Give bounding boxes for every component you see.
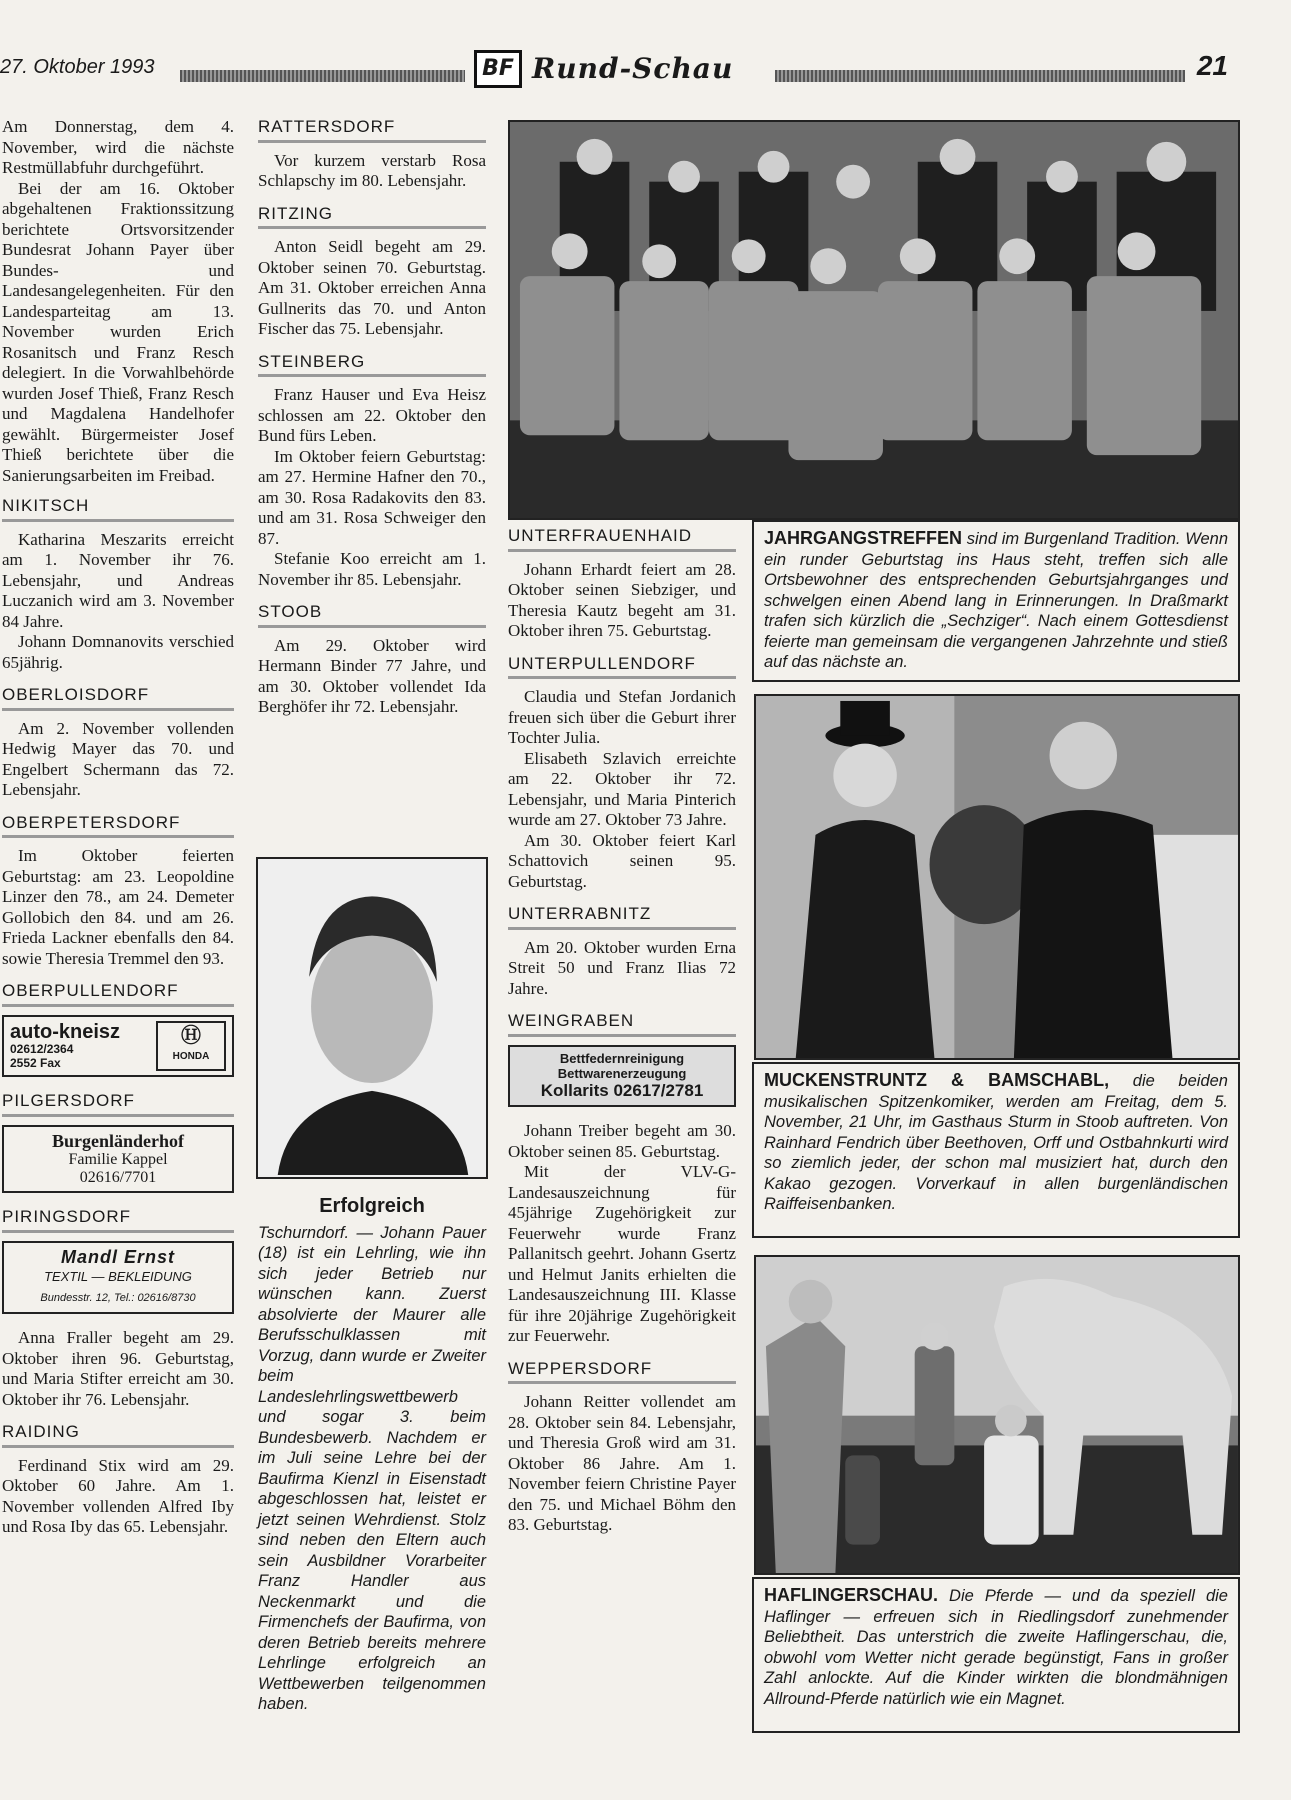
horse-show-photo <box>754 1255 1240 1575</box>
erfolgreich-article <box>258 1188 486 1715</box>
honda-h-icon: Ⓗ <box>181 1024 201 1047</box>
ad-line: Familie Kappel <box>68 1151 168 1168</box>
section-heading-nikitsch: NIKITSCH <box>2 496 234 522</box>
musicians-photo <box>754 694 1240 1060</box>
caption-lead: MUCKENSTRUNTZ & BAMSCHABL, <box>764 1070 1110 1090</box>
article-paragraph: Elisabeth Szlavich erreichte am 22. Oktober ihr 72. Lebensjahr, und Maria Pinterich wurde am 27. Oktober 73 Jahre. <box>508 748 736 829</box>
section-heading-piringsdorf: PIRINGSDORF <box>2 1207 234 1233</box>
article-paragraph: Johann Domnanovits verschied 65jährig. <box>2 632 234 672</box>
caption-text: sind im Burgenland Tradition. Wenn ein runder Geburtstag ins Haus steht, treffen sich alle Ortsbewohner des entsprechenden Geburtsjahrganges und schwelgen einen Abend lang in Erinnerungen. In Draßmarkt trafen sich kürzlich die „Sechziger“. Nach einem Gottesdienst feierte man gemeinsam die vergangenen Jahrzehnte und stieß auf das nächste an. <box>764 530 1228 671</box>
section-heading-pilgersdorf: PILGERSDORF <box>2 1091 234 1117</box>
section-heading-unterfrauenhaid: UNTERFRAUENHAID <box>508 526 736 552</box>
section-heading-unterpullendorf: UNTERPULLENDORF <box>508 654 736 680</box>
column-3 <box>508 526 736 1536</box>
caption-text: Die Pferde — und da speziell die Haflinger — erfreuen sich in Riedlingsdorf zunehmender Beliebtheit. Das unterstrich die zweite Haflingerschau, die, obwohl vom Wetter nicht gerade begünstigt, Fans in großer Zahl anlockte. Auf die Kinder wirkten die blondmähnigen Allround-Pferde natürlich wie ein Magnet. <box>764 1587 1228 1708</box>
portrait-photo <box>256 857 488 1179</box>
article-paragraph: Katharina Meszarits erreicht am 1. November ihr 76. Lebensjahr, und Andreas Luczanich wird am 3. November 84 Jahre. <box>2 529 234 631</box>
ad-phone: 02612/2364 <box>10 1042 74 1056</box>
article-paragraph: Im Oktober feierten Geburtstag: am 23. Leopoldine Linzer den 78., am 24. Demeter Gollobich den 84. und am 26. Frieda Lackner ebenfalls den 84. sowie Theresia Tremmel den 93. <box>2 846 234 968</box>
section-heading-oberpetersdorf: OBERPETERSDORF <box>2 813 234 839</box>
section-heading-rattersdorf: RATTERSDORF <box>258 117 486 143</box>
article-paragraph: Johann Erhardt feiert am 28. Oktober seinen Siebziger, und Theresia Kautz begeht am 31. Oktober ihren 75. Geburtstag. <box>508 559 736 640</box>
ad-phone: 02616/7701 <box>79 1169 157 1186</box>
header-rule-left <box>180 70 465 82</box>
page-number: 21 <box>1196 50 1228 81</box>
portrait-figure <box>258 859 486 1175</box>
article-paragraph: Ferdinand Stix wird am 29. Oktober 60 Jahre. Am 1. November vollenden Alfred Iby und Rosa Iby das 65. Lebensjahr. <box>2 1455 234 1536</box>
caption-jahrgangstreffen <box>752 520 1240 682</box>
article-paragraph: Stefanie Koo erreicht am 1. November ihr 85. Lebensjahr. <box>258 549 486 589</box>
article-paragraph: Claudia und Stefan Jordanich freuen sich über die Geburt ihrer Tochter Julia. <box>508 687 736 747</box>
article-paragraph: Am Donnerstag, dem 4. November, wird die nächste Restmüllabfuhr durchgeführt. <box>2 117 234 177</box>
caption-muckenstruntz <box>752 1062 1240 1238</box>
section-heading-weppersdorf: WEPPERSDORF <box>508 1359 736 1385</box>
ad-burgenlaenderhof <box>2 1125 234 1194</box>
article-text: Tschurndorf. — Johann Pauer (18) ist ein Lehrling, wie ihn sich jeder Betrieb nur wünschen kann. Zuerst absolvierte der Maurer alle Berufsschulklassen mit Vorzug, dann wurde er Zweiter beim Landeslehrlingswettbewerb und sogar 3. beim Bundesbewerb. Nachdem er im Juli seine Lehre bei der Baufirma Kienzl in Eisenstadt abgeschlossen hat, leistet er jetzt seinen Wehrdienst. Stolz sind neben den Eltern auch sein Ausbildner Vorarbeiter Franz Handler aus Neckenmarkt und die Firmenchefs der Baufirma, von deren Betrieb bereits mehrere Lehrlinge erfolgreich an Wettbewerben teilgenommen haben. <box>258 1223 486 1713</box>
issue-date: 27. Oktober 1993 <box>0 56 155 78</box>
column-2 <box>258 117 486 718</box>
group-figures <box>510 122 1238 520</box>
section-heading-unterrabnitz: UNTERRABNITZ <box>508 904 736 930</box>
ad-address: Bundesstr. 12, Tel.: 02616/8730 <box>40 1291 196 1304</box>
caption-lead: JAHRGANGSTREFFEN <box>764 528 963 548</box>
page-header <box>0 50 1240 90</box>
section-heading-ritzing: RITZING <box>258 204 486 230</box>
group-photo <box>508 120 1240 520</box>
article-title: Erfolgreich <box>319 1195 425 1217</box>
honda-logo <box>156 1021 226 1072</box>
article-paragraph: Am 29. Oktober wird Hermann Binder 77 Jahre, und am 30. Oktober vollendet Ida Berghöfer ihr 72. Lebensjahr. <box>258 635 486 716</box>
article-paragraph: Franz Hauser und Eva Heisz schlossen am 22. Oktober den Bund fürs Leben. <box>258 385 486 445</box>
publication-title: Rund-Schau <box>532 52 734 85</box>
ad-line: Bettfedernreinigung <box>559 1050 685 1066</box>
article-paragraph: Anton Seidl begeht am 29. Oktober seinen 70. Geburtstag. Am 31. Oktober erreichen Anna Gullnerits das 70. und Anton Fischer das 75. Lebensjahr. <box>258 237 486 338</box>
section-heading-weingraben: WEINGRABEN <box>508 1011 736 1037</box>
article-paragraph: Mit der VLV-G-Landesauszeichnung für 45jährige Zugehörigkeit zur Feuerwehr wurde Franz Pallanitsch geehrt. Johann Gsertz und Helmut Janits erhielten die Landesauszeichnung III. Klasse für ihre 20jährige Zugehörigkeit zur Feuerwehr. <box>508 1162 736 1345</box>
caption-lead: HAFLINGERSCHAU. <box>764 1585 938 1605</box>
ad-name: Mandl Ernst <box>60 1246 175 1267</box>
article-paragraph: Anna Fraller begeht am 29. Oktober ihren 96. Geburtstag, und Maria Stifter erreicht am 30. Oktober ihr 76. Lebensjahr. <box>2 1328 234 1409</box>
ad-name: auto-kneisz <box>10 1020 121 1043</box>
ad-line: Bettwarenerzeugung <box>557 1065 687 1081</box>
article-paragraph: Im Oktober feiern Geburtstag: am 27. Hermine Hafner den 70., am 30. Rosa Radakovits den 83. und am 31. Rosa Schweiger den 87. <box>258 446 486 548</box>
ad-phone: Kollarits 02617/2781 <box>540 1080 704 1100</box>
ad-auto-kneisz <box>2 1015 234 1078</box>
article-paragraph: Johann Reitter vollendet am 28. Oktober sein 84. Lebensjahr, und Theresia Groß wird am 31. Oktober 86 Jahre. Am 1. November feiern Christine Payer den 75. und Michael Böhm den 83. Geburtstag. <box>508 1392 736 1534</box>
ad-name: Burgenländerhof <box>51 1130 184 1151</box>
section-heading-oberloisdorf: OBERLOISDORF <box>2 685 234 711</box>
caption-haflingerschau <box>752 1577 1240 1733</box>
section-heading-raiding: RAIDING <box>2 1422 234 1448</box>
article-paragraph: Vor kurzem verstarb Rosa Schlapschy im 80. Lebensjahr. <box>258 150 486 190</box>
article-paragraph: Am 20. Oktober wurden Erna Streit 50 und Franz Ilias 72 Jahre. <box>508 937 736 998</box>
column-1 <box>2 117 234 1538</box>
article-paragraph: Am 30. Oktober feiert Karl Schattovich seinen 95. Geburtstag. <box>508 830 736 891</box>
ad-mandl-ernst <box>2 1241 234 1315</box>
section-heading-oberpullendorf: OBERPULLENDORF <box>2 981 234 1007</box>
honda-brand: HONDA <box>172 1050 210 1062</box>
caption-text: die beiden musikalischen Spitzenkomiker, werden am Freitag, dem 5. November, 21 Uhr, im Gasthaus Sturm in Stoob auftreten. Von Rainhard Fendrich über Beethoven, Orff und Ostbahnkurti wird so ziemlich jeder, der schon mal musiziert hat, durch den Kakao gezogen. Vorverkauf in allen burgenländischen Raiffeisenbanken. <box>764 1072 1228 1213</box>
musicians-figures <box>756 696 1238 1059</box>
article-paragraph: Johann Treiber begeht am 30. Oktober seinen 85. Geburtstag. <box>508 1121 736 1161</box>
ad-line: TEXTIL — BEKLEIDUNG <box>44 1269 192 1284</box>
horse-show-figures <box>756 1257 1238 1574</box>
article-paragraph: Bei der am 16. Oktober abgehaltenen Fraktionssitzung berichtete Ortsvorsitzender Bundesrat Johann Payer über Bundes- und Landesangelegenheiten. Für den Landesparteitag am 13. November wurden Erich Rosanitsch und Franz Resch delegiert. In die Vorwahlbehörde wurden Josef Thieß, Franz Resch und Magdalena Handelhofer gewählt. Bürgermeister Josef Thieß berichtete über die Sanierungsarbeiten im Freibad. <box>2 178 234 485</box>
section-heading-stoob: STOOB <box>258 602 486 628</box>
ad-fax: 2552 Fax <box>10 1056 61 1070</box>
publication-logo: BF <box>474 50 522 88</box>
ad-kollarits <box>508 1045 736 1108</box>
article-paragraph: Am 2. November vollenden Hedwig Mayer das 70. und Engelbert Schermann das 72. Lebensjahr. <box>2 718 234 799</box>
section-heading-steinberg: STEINBERG <box>258 352 486 378</box>
header-rule-right <box>775 70 1185 82</box>
